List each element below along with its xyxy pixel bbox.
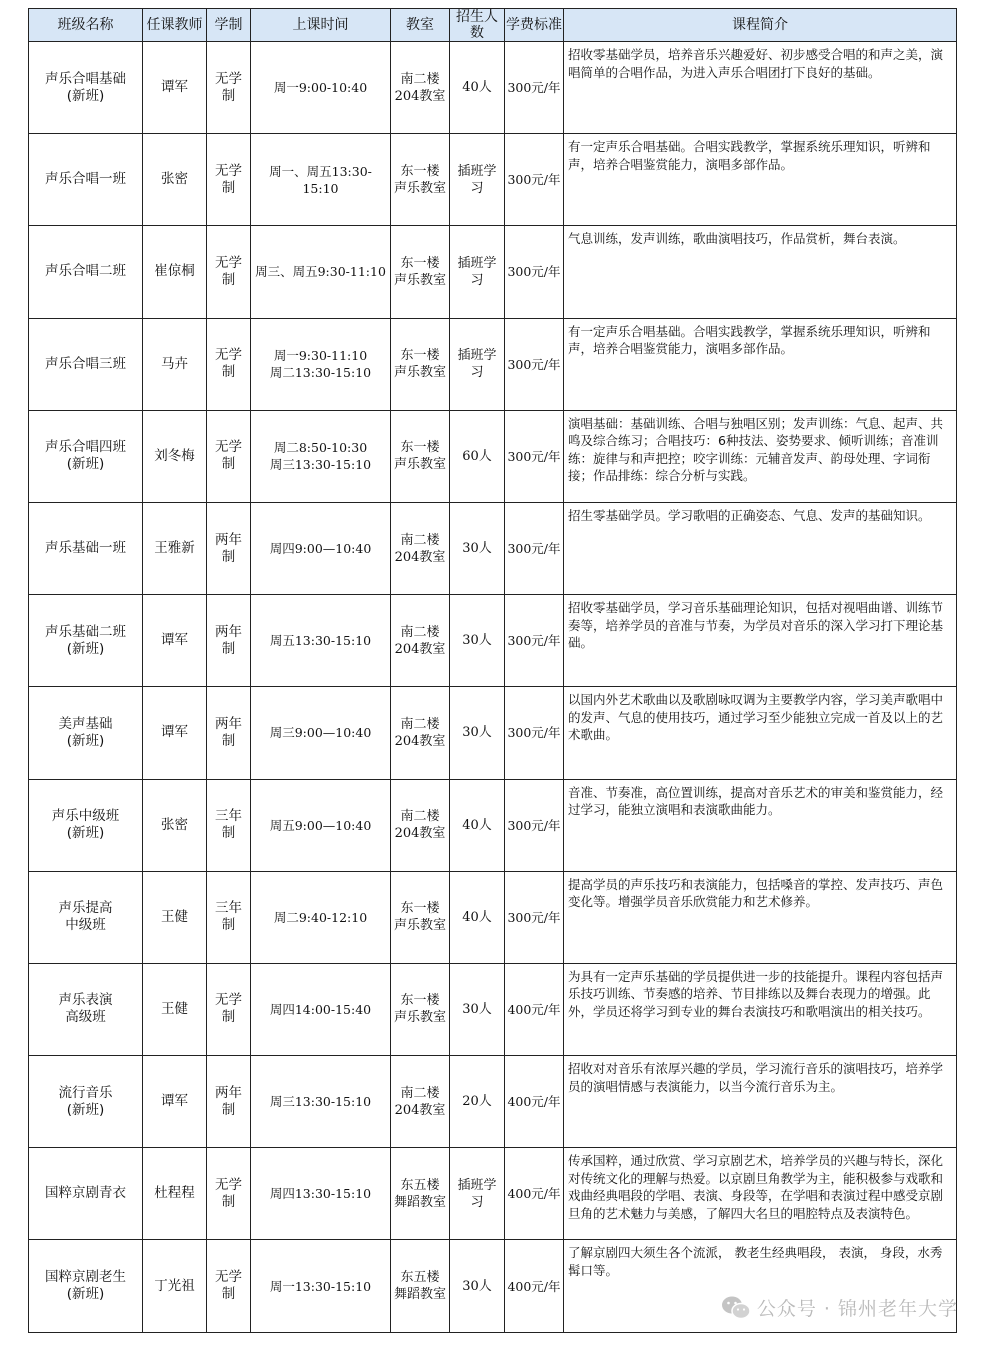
time-cell: 周一、周五13:30- 15:10 xyxy=(251,134,391,226)
quota-cell: 插班学 习 xyxy=(450,134,505,226)
time-cell: 周二8:50-10:30 周三13:30-15:10 xyxy=(251,410,391,502)
system-cell: 两年制 xyxy=(207,595,251,687)
room-cell: 东一楼 声乐教室 xyxy=(391,134,450,226)
class-name-cell: 声乐基础二班 (新班) xyxy=(29,595,143,687)
class-name-cell: 声乐合唱一班 xyxy=(29,134,143,226)
system-cell: 无学制 xyxy=(207,42,251,134)
header-intro: 课程简介 xyxy=(564,9,957,42)
header-quota: 招生人数 xyxy=(450,9,505,42)
watermark xyxy=(721,1294,958,1321)
room-cell: 东五楼 舞蹈教室 xyxy=(391,1240,450,1332)
fee-cell: 400元/年 xyxy=(505,1240,564,1332)
fee-cell: 300元/年 xyxy=(505,871,564,963)
teacher-cell: 谭军 xyxy=(143,595,207,687)
quota-cell: 20人 xyxy=(450,1056,505,1148)
table-row xyxy=(29,687,957,779)
header-class-name: 班级名称 xyxy=(29,9,143,42)
class-name-cell: 声乐提高 中级班 xyxy=(29,871,143,963)
teacher-cell: 谭军 xyxy=(143,687,207,779)
quota-cell: 插班学 习 xyxy=(450,1148,505,1240)
room-cell: 南二楼 204教室 xyxy=(391,687,450,779)
teacher-cell: 刘冬梅 xyxy=(143,410,207,502)
intro-cell: 以国内外艺术歌曲以及歌剧咏叹调为主要教学内容，学习美声歌唱中的发声、气息的使用技巧，通过学习至少能独立完成一首及以上的艺术歌曲。 xyxy=(564,687,957,779)
fee-cell: 300元/年 xyxy=(505,42,564,134)
class-name-cell: 声乐合唱基础 (新班) xyxy=(29,42,143,134)
intro-cell: 传承国粹，通过欣赏、学习京剧艺术，培养学员的兴趣与特长，深化对传统文化的理解与热爱。以京剧旦角教学为主，能积极参与戏歌和戏曲经典唱段的学唱、表演、身段等，在学唱和表演过程中感受京剧旦角的艺术魅力与美感，了解四大名旦的唱腔特点及表演特色。 xyxy=(564,1148,957,1240)
header-row xyxy=(29,9,957,42)
time-cell: 周二9:40-12:10 xyxy=(251,871,391,963)
quota-cell: 40人 xyxy=(450,779,505,871)
class-name-cell: 声乐合唱二班 xyxy=(29,226,143,318)
wechat-icon xyxy=(721,1295,751,1321)
fee-cell: 300元/年 xyxy=(505,779,564,871)
room-cell: 南二楼 204教室 xyxy=(391,502,450,594)
fee-cell: 300元/年 xyxy=(505,410,564,502)
system-cell: 两年制 xyxy=(207,687,251,779)
intro-cell: 气息训练，发声训练，歌曲演唱技巧，作品赏析，舞台表演。 xyxy=(564,226,957,318)
table-row xyxy=(29,1056,957,1148)
fee-cell: 300元/年 xyxy=(505,595,564,687)
system-cell: 无学制 xyxy=(207,1240,251,1332)
quota-cell: 30人 xyxy=(450,595,505,687)
intro-cell: 招收零基础学员，培养音乐兴趣爱好、初步感受合唱的和声之美，演唱简单的合唱作品，为进入声乐合唱团打下良好的基础。 xyxy=(564,42,957,134)
time-cell: 周五9:00—10:40 xyxy=(251,779,391,871)
time-cell: 周一9:30-11:10 周二13:30-15:10 xyxy=(251,318,391,410)
table-row xyxy=(29,42,957,134)
teacher-cell: 丁光祖 xyxy=(143,1240,207,1332)
room-cell: 南二楼 204教室 xyxy=(391,779,450,871)
intro-cell: 为具有一定声乐基础的学员提供进一步的技能提升。课程内容包括声乐技巧训练、节奏感的培养、节目排练以及舞台表现力的增强。此外，学员还将学习到专业的舞台表演技巧和歌唱演出的相关技巧。 xyxy=(564,963,957,1055)
header-room: 教室 xyxy=(391,9,450,42)
room-cell: 东一楼 声乐教室 xyxy=(391,226,450,318)
quota-cell: 30人 xyxy=(450,687,505,779)
table-row xyxy=(29,963,957,1055)
quota-cell: 插班学 习 xyxy=(450,318,505,410)
room-cell: 东一楼 声乐教室 xyxy=(391,963,450,1055)
class-name-cell: 声乐合唱四班 (新班) xyxy=(29,410,143,502)
class-name-cell: 声乐中级班 (新班) xyxy=(29,779,143,871)
teacher-cell: 崔倞桐 xyxy=(143,226,207,318)
header-system: 学制 xyxy=(207,9,251,42)
header-teacher: 任课教师 xyxy=(143,9,207,42)
system-cell: 无学制 xyxy=(207,226,251,318)
teacher-cell: 王健 xyxy=(143,963,207,1055)
system-cell: 无学制 xyxy=(207,318,251,410)
room-cell: 东一楼 声乐教室 xyxy=(391,410,450,502)
teacher-cell: 王雅新 xyxy=(143,502,207,594)
fee-cell: 400元/年 xyxy=(505,963,564,1055)
class-name-cell: 声乐基础一班 xyxy=(29,502,143,594)
quota-cell: 40人 xyxy=(450,871,505,963)
quota-cell: 30人 xyxy=(450,1240,505,1332)
header-fee: 学费标准 xyxy=(505,9,564,42)
table-row xyxy=(29,410,957,502)
fee-cell: 400元/年 xyxy=(505,1056,564,1148)
table-row xyxy=(29,226,957,318)
teacher-cell: 王健 xyxy=(143,871,207,963)
room-cell: 南二楼 204教室 xyxy=(391,595,450,687)
header-time: 上课时间 xyxy=(251,9,391,42)
watermark-label: 公众号 · 锦州老年大学 xyxy=(756,1298,958,1320)
table-row xyxy=(29,134,957,226)
intro-cell: 了解京剧四大须生各个流派， 教老生经典唱段， 表演， 身段，水秀 髯口等。 xyxy=(564,1240,957,1332)
intro-cell: 音准、节奏准，高位置训练，提高对音乐艺术的审美和鉴赏能力，经过学习，能独立演唱和表演歌曲能力。 xyxy=(564,779,957,871)
system-cell: 两年制 xyxy=(207,1056,251,1148)
class-name-cell: 国粹京剧青衣 xyxy=(29,1148,143,1240)
fee-cell: 400元/年 xyxy=(505,1148,564,1240)
time-cell: 周五13:30-15:10 xyxy=(251,595,391,687)
time-cell: 周一13:30-15:10 xyxy=(251,1240,391,1332)
time-cell: 周四13:30-15:10 xyxy=(251,1148,391,1240)
table-row xyxy=(29,1148,957,1240)
class-name-cell: 声乐合唱三班 xyxy=(29,318,143,410)
intro-cell: 有一定声乐合唱基础。合唱实践教学，掌握系统乐理知识，听辨和声，培养合唱鉴赏能力，演唱多部作品。 xyxy=(564,134,957,226)
teacher-cell: 谭军 xyxy=(143,1056,207,1148)
time-cell: 周四9:00—10:40 xyxy=(251,502,391,594)
time-cell: 周四14:00-15:40 xyxy=(251,963,391,1055)
teacher-cell: 杜程程 xyxy=(143,1148,207,1240)
room-cell: 南二楼 204教室 xyxy=(391,42,450,134)
table-row xyxy=(29,871,957,963)
table-row xyxy=(29,779,957,871)
teacher-cell: 马卉 xyxy=(143,318,207,410)
table-row xyxy=(29,318,957,410)
class-name-cell: 声乐表演 高级班 xyxy=(29,963,143,1055)
system-cell: 无学制 xyxy=(207,410,251,502)
time-cell: 周三13:30-15:10 xyxy=(251,1056,391,1148)
intro-cell: 有一定声乐合唱基础。合唱实践教学，掌握系统乐理知识，听辨和声，培养合唱鉴赏能力，演唱多部作品。 xyxy=(564,318,957,410)
quota-cell: 30人 xyxy=(450,963,505,1055)
quota-cell: 40人 xyxy=(450,42,505,134)
quota-cell: 插班学 习 xyxy=(450,226,505,318)
table-row xyxy=(29,595,957,687)
fee-cell: 300元/年 xyxy=(505,687,564,779)
fee-cell: 300元/年 xyxy=(505,502,564,594)
intro-cell: 演唱基础：基础训练、合唱与独唱区别；发声训练：气息、起声、共鸣及综合练习；合唱技巧：6种技法、姿势要求、倾听训练；音准训练：旋律与和声把控；咬字训练：元辅音发声、韵母处理、字词衔接；作品排练：综合分析与实践。 xyxy=(564,410,957,502)
intro-cell: 提高学员的声乐技巧和表演能力，包括嗓音的掌控、发声技巧、声色变化等。增强学员音乐欣赏能力和艺术修养。 xyxy=(564,871,957,963)
teacher-cell: 谭军 xyxy=(143,42,207,134)
fee-cell: 300元/年 xyxy=(505,226,564,318)
class-name-cell: 流行音乐 (新班) xyxy=(29,1056,143,1148)
table-row xyxy=(29,502,957,594)
system-cell: 无学制 xyxy=(207,1148,251,1240)
class-name-cell: 国粹京剧老生 (新班) xyxy=(29,1240,143,1332)
system-cell: 两年制 xyxy=(207,502,251,594)
room-cell: 东一楼 声乐教室 xyxy=(391,318,450,410)
room-cell: 东五楼 舞蹈教室 xyxy=(391,1148,450,1240)
fee-cell: 300元/年 xyxy=(505,134,564,226)
time-cell: 周一9:00-10:40 xyxy=(251,42,391,134)
time-cell: 周三9:00—10:40 xyxy=(251,687,391,779)
system-cell: 无学制 xyxy=(207,963,251,1055)
system-cell: 三年制 xyxy=(207,779,251,871)
teacher-cell: 张密 xyxy=(143,134,207,226)
quota-cell: 60人 xyxy=(450,410,505,502)
intro-cell: 招收对对音乐有浓厚兴趣的学员，学习流行音乐的演唱技巧，培养学员的演唱情感与表演能力，以当今流行音乐为主。 xyxy=(564,1056,957,1148)
fee-cell: 300元/年 xyxy=(505,318,564,410)
course-table xyxy=(28,8,957,1333)
quota-cell: 30人 xyxy=(450,502,505,594)
teacher-cell: 张密 xyxy=(143,779,207,871)
system-cell: 无学制 xyxy=(207,134,251,226)
intro-cell: 招收零基础学员，学习音乐基础理论知识，包括对视唱曲谱、训练节奏等，培养学员的音准与节奏，为学员对音乐的深入学习打下理论基础。 xyxy=(564,595,957,687)
room-cell: 南二楼 204教室 xyxy=(391,1056,450,1148)
time-cell: 周三、周五9:30-11:10 xyxy=(251,226,391,318)
intro-cell: 招生零基础学员。学习歌唱的正确姿态、气息、发声的基础知识。 xyxy=(564,502,957,594)
system-cell: 三年制 xyxy=(207,871,251,963)
class-name-cell: 美声基础 (新班) xyxy=(29,687,143,779)
table-body xyxy=(29,42,957,1333)
room-cell: 东一楼 声乐教室 xyxy=(391,871,450,963)
